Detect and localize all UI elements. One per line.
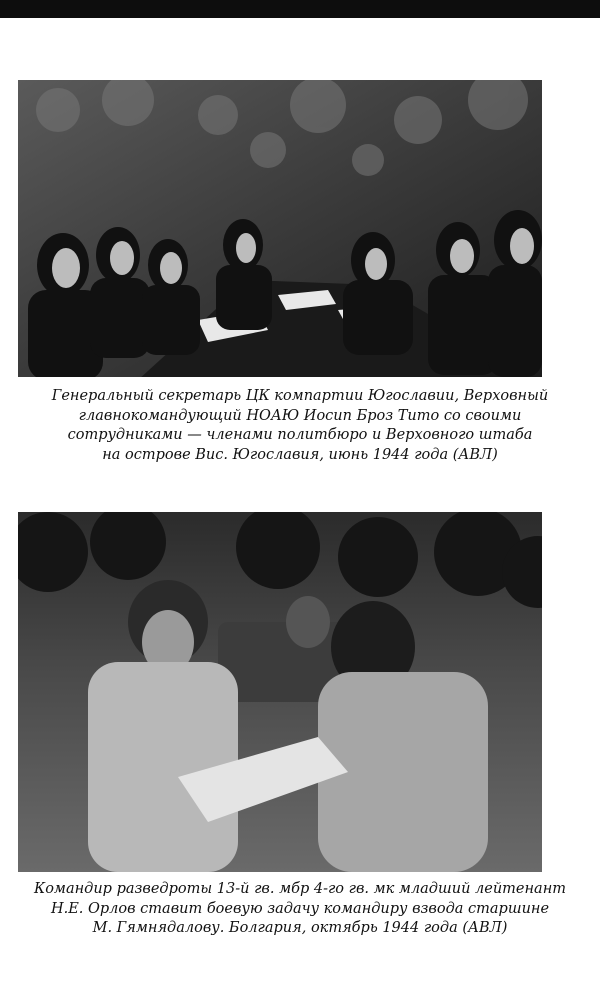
caption-line: Генеральный секретарь ЦК компартии Югославии, Верховный xyxy=(51,388,549,404)
caption-line: М. Гямнядалову. Болгария, октябрь 1944 года (АВЛ) xyxy=(92,920,508,936)
caption-line: Н.Е. Орлов ставит боевую задачу командиру взвода старшине xyxy=(50,900,550,917)
photo-tito-staff xyxy=(18,80,542,377)
page-top-border xyxy=(0,0,600,18)
caption-line: на острове Вис. Югославия, июнь 1944 года (АВЛ) xyxy=(102,446,498,463)
caption-line: сотрудниками — членами политбюро и Верховного штаба xyxy=(67,427,533,443)
caption-line: главнокомандующий НОАЮ Иосип Броз Тито со своими xyxy=(78,407,522,424)
caption-line: Командир разведроты 13-й гв. мбр 4-го гв. мк младший лейтенант xyxy=(33,881,567,897)
photo-orlov-briefing xyxy=(18,512,542,872)
photo-caption-1 xyxy=(0,387,600,465)
photo-caption-2 xyxy=(0,880,600,939)
